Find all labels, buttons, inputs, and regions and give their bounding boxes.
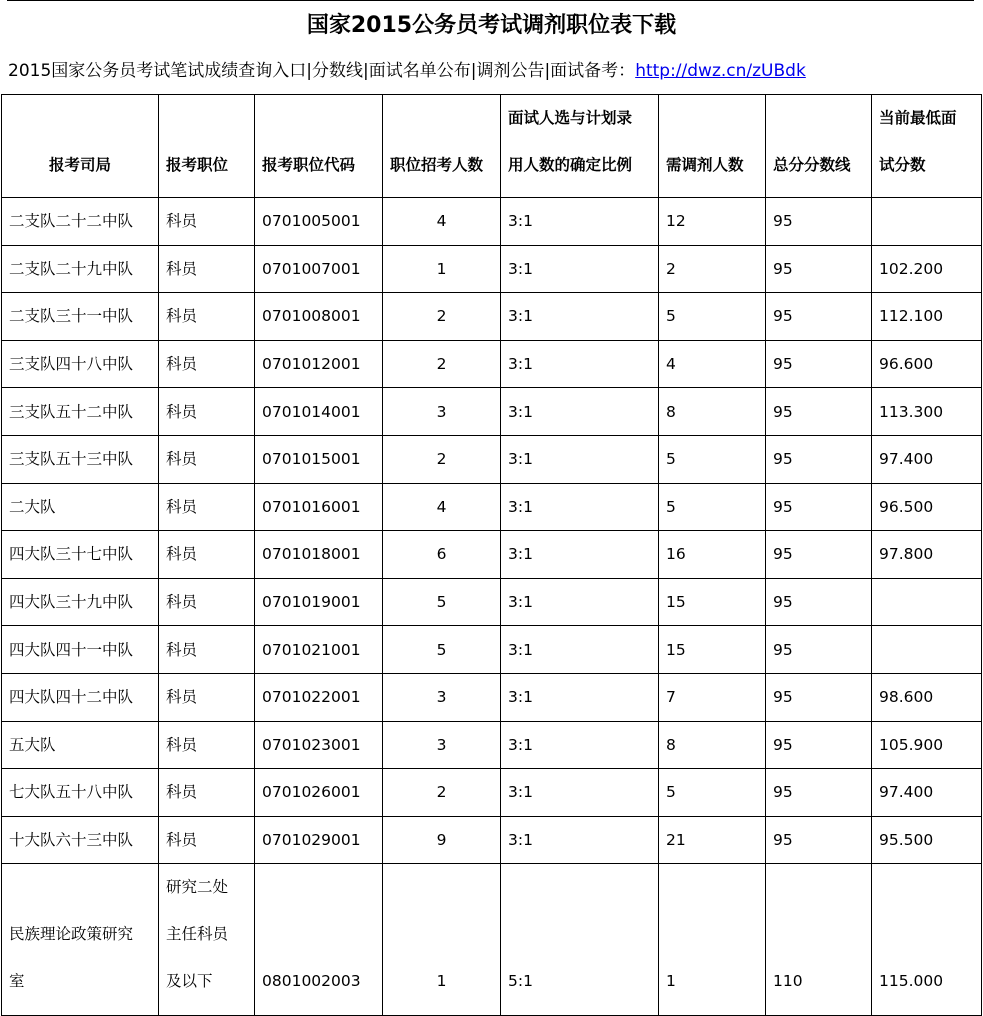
table-row bbox=[2, 245, 982, 293]
cell-count: 2 bbox=[383, 293, 501, 341]
cell-bureau: 四大队三十九中队 bbox=[2, 578, 159, 626]
cell-adjust: 21 bbox=[659, 816, 766, 864]
cell-min-score: 95.500 bbox=[872, 816, 982, 864]
cell-code: 0701007001 bbox=[255, 245, 383, 293]
cell-ratio: 3:1 bbox=[501, 673, 659, 721]
cell-bureau: 民族理论政策研究 室 bbox=[2, 864, 159, 1016]
cell-position: 科员 bbox=[159, 721, 255, 769]
top-rule bbox=[7, 0, 974, 1]
positions-table bbox=[1, 94, 982, 1016]
cell-min-score: 112.100 bbox=[872, 293, 982, 341]
cell-bureau: 四大队四十二中队 bbox=[2, 673, 159, 721]
table-row bbox=[2, 293, 982, 341]
cell-count: 4 bbox=[383, 198, 501, 246]
cell-position: 科员 bbox=[159, 293, 255, 341]
table-row bbox=[2, 626, 982, 674]
cell-line: 95 bbox=[766, 245, 872, 293]
header-line: 总分分数线 bbox=[766, 95, 872, 198]
cell-count: 6 bbox=[383, 531, 501, 579]
cell-line: 95 bbox=[766, 388, 872, 436]
cell-position: 科员 bbox=[159, 816, 255, 864]
cell-min-score: 102.200 bbox=[872, 245, 982, 293]
header-count: 职位招考人数 bbox=[383, 95, 501, 198]
cell-code: 0701026001 bbox=[255, 769, 383, 817]
cell-line: 95 bbox=[766, 673, 872, 721]
cell-line: 95 bbox=[766, 198, 872, 246]
header-code: 报考职位代码 bbox=[255, 95, 383, 198]
cell-count: 2 bbox=[383, 435, 501, 483]
cell-count: 3 bbox=[383, 673, 501, 721]
cell-bureau: 七大队五十八中队 bbox=[2, 769, 159, 817]
cell-bureau: 二支队二十九中队 bbox=[2, 245, 159, 293]
cell-bureau: 三支队四十八中队 bbox=[2, 340, 159, 388]
cell-count: 9 bbox=[383, 816, 501, 864]
cell-min-score: 113.300 bbox=[872, 388, 982, 436]
cell-code: 0701015001 bbox=[255, 435, 383, 483]
cell-ratio: 3:1 bbox=[501, 435, 659, 483]
cell-ratio: 3:1 bbox=[501, 340, 659, 388]
cell-line: 95 bbox=[766, 626, 872, 674]
table-row bbox=[2, 388, 982, 436]
cell-count: 2 bbox=[383, 340, 501, 388]
table-header-row bbox=[2, 95, 982, 198]
cell-bureau: 四大队四十一中队 bbox=[2, 626, 159, 674]
cell-adjust: 8 bbox=[659, 721, 766, 769]
cell-ratio: 3:1 bbox=[501, 388, 659, 436]
subtitle-line bbox=[8, 58, 983, 84]
cell-line: 95 bbox=[766, 721, 872, 769]
cell-adjust: 5 bbox=[659, 293, 766, 341]
cell-ratio: 3:1 bbox=[501, 483, 659, 531]
cell-count: 1 bbox=[383, 864, 501, 1016]
cell-code: 0701023001 bbox=[255, 721, 383, 769]
cell-position: 研究二处 主任科员 及以下 bbox=[159, 864, 255, 1016]
cell-line: 95 bbox=[766, 435, 872, 483]
cell-min-score bbox=[872, 198, 982, 246]
cell-line: 95 bbox=[766, 340, 872, 388]
cell-ratio: 3:1 bbox=[501, 578, 659, 626]
table-row-last bbox=[2, 864, 982, 1016]
cell-adjust: 15 bbox=[659, 578, 766, 626]
table-row bbox=[2, 340, 982, 388]
cell-adjust: 15 bbox=[659, 626, 766, 674]
cell-code: 0701012001 bbox=[255, 340, 383, 388]
cell-bureau: 四大队三十七中队 bbox=[2, 531, 159, 579]
header-position: 报考职位 bbox=[159, 95, 255, 198]
page-title: 国家2015公务员考试调剂职位表下载 bbox=[306, 13, 677, 38]
cell-position: 科员 bbox=[159, 435, 255, 483]
cell-position: 科员 bbox=[159, 483, 255, 531]
cell-position: 科员 bbox=[159, 245, 255, 293]
table-row bbox=[2, 673, 982, 721]
cell-line: 95 bbox=[766, 483, 872, 531]
cell-min-score: 105.900 bbox=[872, 721, 982, 769]
table-row bbox=[2, 769, 982, 817]
cell-adjust: 5 bbox=[659, 769, 766, 817]
cell-position: 科员 bbox=[159, 198, 255, 246]
cell-position: 科员 bbox=[159, 626, 255, 674]
table-row bbox=[2, 483, 982, 531]
cell-ratio: 5:1 bbox=[501, 864, 659, 1016]
cell-adjust: 5 bbox=[659, 483, 766, 531]
cell-adjust: 1 bbox=[659, 864, 766, 1016]
header-min-score: 当前最低面 试分数 bbox=[872, 95, 982, 198]
cell-adjust: 8 bbox=[659, 388, 766, 436]
cell-ratio: 3:1 bbox=[501, 721, 659, 769]
table-row bbox=[2, 578, 982, 626]
cell-bureau: 二支队三十一中队 bbox=[2, 293, 159, 341]
table-row bbox=[2, 435, 982, 483]
cell-line: 95 bbox=[766, 578, 872, 626]
header-ratio: 面试人选与计划录 用人数的确定比例 bbox=[501, 95, 659, 198]
cell-adjust: 2 bbox=[659, 245, 766, 293]
cell-bureau: 二支队二十二中队 bbox=[2, 198, 159, 246]
cell-ratio: 3:1 bbox=[501, 531, 659, 579]
cell-min-score: 97.400 bbox=[872, 769, 982, 817]
cell-count: 4 bbox=[383, 483, 501, 531]
cell-code: 0701008001 bbox=[255, 293, 383, 341]
cell-adjust: 4 bbox=[659, 340, 766, 388]
cell-min-score: 96.500 bbox=[872, 483, 982, 531]
cell-position: 科员 bbox=[159, 673, 255, 721]
cell-bureau: 三支队五十二中队 bbox=[2, 388, 159, 436]
cell-code: 0701019001 bbox=[255, 578, 383, 626]
cell-bureau: 三支队五十三中队 bbox=[2, 435, 159, 483]
cell-min-score: 96.600 bbox=[872, 340, 982, 388]
cell-code: 0701005001 bbox=[255, 198, 383, 246]
cell-ratio: 3:1 bbox=[501, 769, 659, 817]
cell-position: 科员 bbox=[159, 531, 255, 579]
cell-adjust: 16 bbox=[659, 531, 766, 579]
cell-adjust: 12 bbox=[659, 198, 766, 246]
cell-adjust: 5 bbox=[659, 435, 766, 483]
cell-code: 0801002003 bbox=[255, 864, 383, 1016]
cell-ratio: 3:1 bbox=[501, 245, 659, 293]
cell-position: 科员 bbox=[159, 578, 255, 626]
cell-bureau: 五大队 bbox=[2, 721, 159, 769]
cell-line: 95 bbox=[766, 293, 872, 341]
cell-count: 3 bbox=[383, 388, 501, 436]
cell-line: 110 bbox=[766, 864, 872, 1016]
cell-position: 科员 bbox=[159, 388, 255, 436]
cell-line: 95 bbox=[766, 531, 872, 579]
table-row bbox=[2, 198, 982, 246]
cell-line: 95 bbox=[766, 769, 872, 817]
cell-code: 0701014001 bbox=[255, 388, 383, 436]
cell-position: 科员 bbox=[159, 340, 255, 388]
cell-adjust: 7 bbox=[659, 673, 766, 721]
cell-ratio: 3:1 bbox=[501, 293, 659, 341]
cell-ratio: 3:1 bbox=[501, 816, 659, 864]
subtitle-text: 2015国家公务员考试笔试成绩查询入口|分数线|面试名单公布|调剂公告|面试备考： bbox=[8, 61, 636, 81]
cell-bureau: 十大队六十三中队 bbox=[2, 816, 159, 864]
cell-position: 科员 bbox=[159, 769, 255, 817]
cell-bureau: 二大队 bbox=[2, 483, 159, 531]
cell-code: 0701029001 bbox=[255, 816, 383, 864]
table-row bbox=[2, 816, 982, 864]
cell-count: 2 bbox=[383, 769, 501, 817]
header-bureau: 报考司局 bbox=[2, 95, 159, 198]
cell-min-score: 97.800 bbox=[872, 531, 982, 579]
subtitle-link[interactable]: http://dwz.cn/zUBdk bbox=[635, 61, 806, 81]
cell-line: 95 bbox=[766, 816, 872, 864]
cell-ratio: 3:1 bbox=[501, 626, 659, 674]
cell-min-score: 98.600 bbox=[872, 673, 982, 721]
table-row bbox=[2, 531, 982, 579]
cell-code: 0701016001 bbox=[255, 483, 383, 531]
table-row bbox=[2, 721, 982, 769]
cell-count: 5 bbox=[383, 578, 501, 626]
cell-code: 0701021001 bbox=[255, 626, 383, 674]
header-adjust: 需调剂人数 bbox=[659, 95, 766, 198]
cell-min-score: 97.400 bbox=[872, 435, 982, 483]
cell-min-score bbox=[872, 626, 982, 674]
cell-min-score bbox=[872, 578, 982, 626]
cell-min-score: 115.000 bbox=[872, 864, 982, 1016]
cell-code: 0701022001 bbox=[255, 673, 383, 721]
cell-ratio: 3:1 bbox=[501, 198, 659, 246]
cell-code: 0701018001 bbox=[255, 531, 383, 579]
cell-count: 1 bbox=[383, 245, 501, 293]
cell-count: 5 bbox=[383, 626, 501, 674]
cell-count: 3 bbox=[383, 721, 501, 769]
